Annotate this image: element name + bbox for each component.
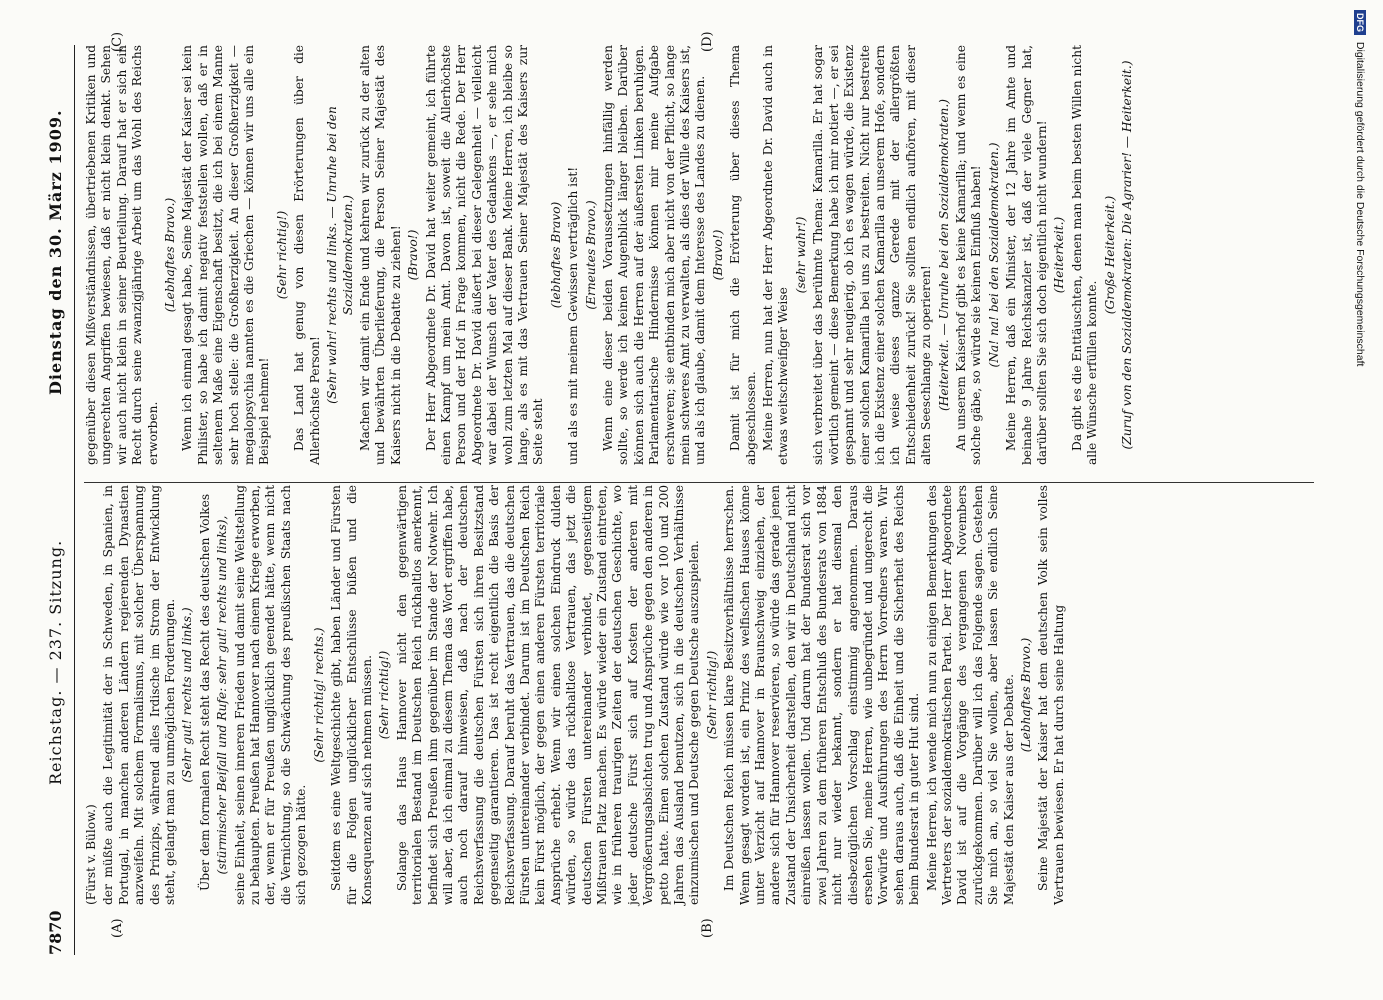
interjection: (Sehr richtig!) xyxy=(704,650,719,740)
paragraph: Meine Herren, ich wende mich nun zu einigen Bemerkungen des Vertreters der sozialdemokratischen Partei. Der Herr Abgeordnete David ist auf die Vorgänge des vergangenen Novembers zurückgekommen. Darüber will ich das Folgende sagen. Gestehen Sie mich an, so viel Sie wollen, aber lassen Sie endlich Seine Majestät den Kaiser aus der Debatte. xyxy=(924,485,1016,905)
paragraph: Das Land hat genug von diesen Erörterungen über die Allerhöchste Person! xyxy=(292,45,322,465)
paragraph: Der Herr Abgeordnete Dr. David hat weiter gemeint, ich führte einen Kampf um mein Amt. Davon ist, soweit die Allerhöchste Person und der Hof in Frage kommen, nicht die Rede. Der Herr Abgeordnete Dr. David äußert bei dieser Gelegenheit — vielleicht war dabei der Wunsch der Vater des Gedankens —, er sehe mich wohl zum letzten Mal auf dieser Bank. Meine Herren, ich bleibe so lange, als es mit das Vertrauen Seiner Majestät des Kaisers zur Seite steht xyxy=(423,45,546,465)
interjection: (sehr wahr!) xyxy=(793,216,808,294)
page-number: 7870 xyxy=(46,910,65,955)
paragraph: Meine Herren, daß ein Minister, der 12 Jahre im Amte und beinahe 9 Jahre Reichskanzler ist, daß der viele Gegner hat, darüber sollten Sie sich doch eigentlich nicht wundern! xyxy=(1004,45,1049,465)
session-date: Dienstag den 30. März 1909. xyxy=(46,109,65,395)
interjection: (Sehr richtig!) xyxy=(377,650,392,740)
paragraph: An unserem Kaiserhof gibt es keine Kamarilla; und wenn es eine solche gäbe, so würde sie keinen Einfluß haben! xyxy=(953,45,984,465)
paragraph: Seine Majestät der Kaiser hat dem deutschen Volk sein volles Vertrauen bewiesen. Er hat durch seine Haltung xyxy=(1036,485,1066,905)
left-column xyxy=(84,485,1069,905)
margin-marker-b: (B) xyxy=(700,918,715,938)
paragraph: Wenn eine dieser beiden Voraussetzungen hinfällig werden sollte, so werde ich keinen Augenblick länger bleiben. Darüber können sich auch die Herren auf der äußersten Linken beruhigen. Parlamentarische Hindernisse können mir meine Aufgabe erschweren; sie entbinden mich aber nicht von der Pflicht, so lange mein schweres Amt zu verwalten, als dies der Wille des Kaisers ist, und als ich glaube, damit dem Interesse des Landes zu dienen. xyxy=(601,45,708,465)
paragraph: seine Einheit, seinen inneren Frieden und damit seine Weltstellung zu behaupten. Preußen hat Hannover nach einem Kriege erworben, der, wenn er für Preußen unglücklich geendet hätte, wenn nicht die Vernichtung, so die Schwächung des preußischen Staats nach sich gezogen hätte. xyxy=(232,485,309,905)
dfg-logo: DFG xyxy=(1354,10,1366,35)
interjection: (Große Heiterkeit.) xyxy=(1102,195,1117,315)
paragraph: der müßte auch die Legitimität der in Schweden, in Spanien, in Portugal, in manchen anderen Ländern regierenden Dynastien anzweifeln. Mit solchem Formalismus, mit solcher Überspannung des Prinzips, während alles Irdische im Strom der Entwicklung steht, gelangt man zu unmöglichen Forderungen. xyxy=(101,485,178,905)
paragraph: Im Deutschen Reich müssen klare Besitzverhältnisse herrschen. Wenn gesagt worden ist, ein Prinz des welfischen Hauses könne unter Verzicht auf Hannover in Braunschweig einziehen, der andere sich für Hannover reservieren, so würde das gerade jenen Zustand der Unsicherheit darstellen, den wir in Deutschland nicht einreißen lassen wollen. Und darum hat der Bundesrat sich vor zwei Jahren zu dem früheren Entschluß des Bundesrats von 1884 nicht nur wieder bekannt, sondern er hat diesmal den diesbezüglichen Vorschlag einstimmig angenommen. Daraus ersehen Sie, meine Herren, wie unbegründet und ungerecht die Vorwürfe und Ausführungen des Herrn Vorredners waren. Wir sehen daraus auch, daß die Einheit und die Sicherheit des Reichs beim Bundesrat in guter Hut sind. xyxy=(722,485,922,905)
interjection: (Lebhaftes Bravo.) xyxy=(163,197,178,313)
column-divider xyxy=(84,482,1314,483)
interjection: (Na! na! bei den Sozialdemokraten.) xyxy=(986,142,1001,368)
speaker-name: (Fürst v. Bülow.) xyxy=(84,804,98,905)
paragraph: sich verbreitet über das berühmte Thema: Kamarilla. Er hat sogar wörtlich gemeint — diese Bemerkung habe ich mir notiert —, er sei gespannt und sehr neugierig, ob ich es wagen würde, die Existenz einer solchen Kamarilla bei uns zu bestreiten. Nicht nur bestreite ich die Existenz einer solchen Kamarilla an unserem Hofe, sondern ich weise dieses ganze Gerede mit der allergrößten Entschiedenheit zurück! Sie sollten endlich aufhören, mit dieser alten Seeschlange zu operieren! xyxy=(811,45,934,465)
page-header xyxy=(40,45,75,955)
paragraph: Damit ist für mich die Erörterung über dieses Thema abgeschlossen. xyxy=(728,45,758,465)
interjection: (Lebhaftes Bravo.) xyxy=(1018,637,1033,753)
right-column xyxy=(84,45,1137,465)
interjection: (Sehr richtig! rechts.) xyxy=(311,627,326,763)
digitization-stamp xyxy=(1354,10,1366,990)
interjection: (Heiterkeit.) xyxy=(1052,216,1067,294)
interjection: (Bravo!) xyxy=(710,229,725,281)
interjection: (stürmischer Beifall und Rufe: sehr gut! rechts und links), xyxy=(215,515,230,875)
margin-marker-d: (D) xyxy=(700,31,715,52)
interjection: (Sehr gut! rechts und links.) xyxy=(180,607,195,783)
paragraph: Über dem formalen Recht steht das Recht des deutschen Volkes xyxy=(197,493,212,891)
paragraph: und als es mit meinem Gewissen verträglich ist! xyxy=(566,166,581,465)
margin-marker-a: (A) xyxy=(110,918,125,938)
interjection: (lebhaftes Bravo) xyxy=(548,201,563,309)
interjection: (Erneutes Bravo.) xyxy=(583,200,598,310)
paragraph: gegenüber diesen Mißverständnissen, übertriebenen Kritiken und ungerechten Angriffen bewiesen, daß er nicht klein denkt. Sehen wir auch nicht klein in seiner Beurteilung. Darauf hat er sich ein Recht durch seine zwanzigjährige Arbeit um das Wohl des Reichs erworben. xyxy=(84,45,160,465)
paragraph: Solange das Haus Hannover nicht den gegenwärtigen territorialen Bestand im Deutschen Reich rückhaltlos anerkennt, befindet sich Preußen ihm gegenüber im Stande der Notwehr. Ich will aber, da ich einmal zu diesem Thema das Wort ergriffen habe, auch noch darauf hinweisen, daß nach der deutschen Reichsverfassung die deutschen Fürsten sich ihren Besitzstand gegenseitig garantieren. Das ist recht eigentlich die Basis der Reichsverfassung. Darauf beruht das Vertrauen, das die deutschen Fürsten untereinander verbindet. Darum ist im Deutschen Reich kein Fürst möglich, der gegen einen anderen Fürsten territoriale Ansprüche erhebt. Wenn wir einen solchen Eindruck dulden würden, so würde das rückhaltlose Vertrauen, das jetzt die deutschen Fürsten untereinander verbindet, gegenseitigem Mißtrauen Platz machen. Es würde wieder ein Zustand eintreten, wie in früheren traurigen Zeiten der deutschen Geschichte, wo jeder deutsche Fürst sich auf Kosten der anderen mit Vergrößerungsabsichten trug und Ansprüche gegen den anderen in petto hatte. Einen solchen Zustand würde wie vor 100 und 200 Jahren das Ausland benutzen, sich in die deutschen Verhältnisse einzumischen und Deutsche gegen Deutsche auszuspielen. xyxy=(394,485,702,905)
session-title: Reichstag. — 237. Sitzung. xyxy=(46,539,65,785)
paragraph: Da gibt es die Enttäuschten, denen man beim besten Willen nicht alle Wünsche erfüllen konnte. xyxy=(1069,45,1100,465)
interjection: (Bravo!) xyxy=(406,229,421,281)
interjection: (Sehr richtig!) xyxy=(274,210,289,300)
interjection: (Zuruf von den Sozialdemokraten: Die Agrarier! — Heiterkeit.) xyxy=(1120,60,1134,450)
paragraph: Machen wir damit ein Ende und kehren wir zurück zu der alten und bewährten Überlieferung, die Person Seiner Majestät des Kaisers nicht in die Debatte zu ziehen! xyxy=(357,45,403,465)
paragraph: Meine Herren, nun hat der Herr Abgeordnete Dr. David auch in etwas weitschweifiger Weise xyxy=(761,45,791,465)
digitization-note: Digitalisierung gefördert durch die Deutsche Forschungsgemeinschaft xyxy=(1354,41,1366,367)
interjection: (Sehr wahr! rechts und links. — Unruhe bei den Sozialdemokraten.) xyxy=(325,106,355,404)
paragraph: Seitdem es eine Weltgeschichte gibt, haben Länder und Fürsten für die Folgen unglücklicher Entschlüsse büßen und die Konsequenzen auf sich nehmen müssen. xyxy=(329,485,374,905)
paragraph: Wenn ich einmal gesagt habe, Seine Majestät der Kaiser sei kein Philister, so habe ich damit negativ feststellen wollen, daß er in seltenem Maße eine Eigenschaft besitzt, die ich bei einem Manne sehr hoch stelle: die Großherzigkeit. An dieser Großherzigkeit — megalopsychia nannten es die Griechen — können wir uns alle ein Beispiel nehmen! xyxy=(180,45,272,465)
margin-marker-c: (C) xyxy=(110,31,125,52)
interjection: (Heiterkeit. — Unruhe bei den Sozialdemokraten.) xyxy=(936,98,951,412)
